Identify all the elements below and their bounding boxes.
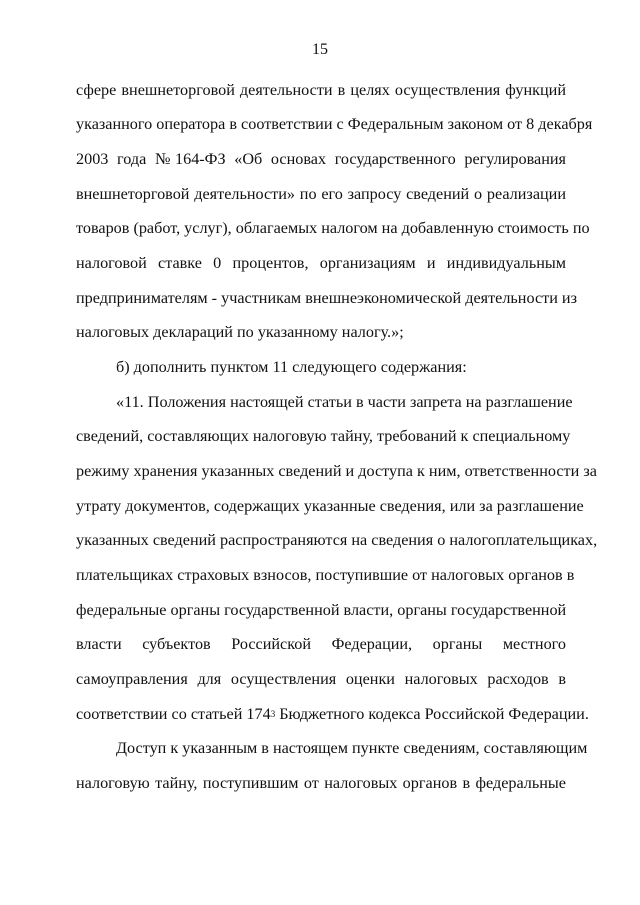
text-line: налоговых деклараций по указанному налогу.»; (76, 323, 404, 341)
text-line: предпринимателям - участникам внешнеэкономической деятельности из (76, 289, 577, 307)
text-line: указанного оператора в соответствии с Федеральным законом от 8 декабря (76, 115, 593, 133)
text-line: самоуправления для осуществления оценки налоговых расходов в (76, 670, 566, 688)
text-line: налоговую тайну, поступившим от налоговых органов в федеральные (76, 774, 566, 792)
text-line: указанных сведений распространяются на сведения о налогоплательщиках, (76, 531, 598, 549)
text-line: внешнеторговой деятельности» по его запросу сведений о реализации (76, 185, 566, 203)
page-number: 15 (312, 41, 328, 58)
text-line: утрату документов, содержащих указанные сведения, или за разглашение (76, 497, 584, 515)
text-line: плательщиках страховых взносов, поступившие от налоговых органов в (76, 566, 575, 584)
paragraph-subitem: б) дополнить пунктом 11 следующего содержания: (116, 358, 467, 376)
text-segment: Бюджетного кодекса Российской Федерации. (275, 705, 589, 723)
text-line: налоговой ставке 0 процентов, организациям и индивидуальным (76, 254, 566, 272)
text-segment: соответствии со статьей 174 (76, 705, 271, 723)
text-line: сфере внешнеторговой деятельности в целях осуществления функций (76, 81, 566, 99)
text-line: власти субъектов Российской Федерации, органы местного (76, 635, 566, 653)
text-line: Доступ к указанным в настоящем пункте сведениям, составляющим (116, 739, 588, 757)
text-line: федеральные органы государственной власти, органы государственной (76, 601, 567, 619)
text-line: режиму хранения указанных сведений и доступа к ним, ответственности за (76, 462, 597, 480)
text-line: товаров (работ, услуг), облагаемых налогом на добавленную стоимость по (76, 219, 590, 237)
superscript: 3 (270, 709, 276, 719)
text-line-with-superscript (76, 704, 589, 724)
text-line: сведений, составляющих налоговую тайну, требований к специальному (76, 427, 571, 445)
text-line: «11. Положения настоящей статьи в части запрета на разглашение (116, 393, 573, 411)
text-line: 2003 года №164-ФЗ «Об основах государственного регулирования (76, 150, 566, 168)
